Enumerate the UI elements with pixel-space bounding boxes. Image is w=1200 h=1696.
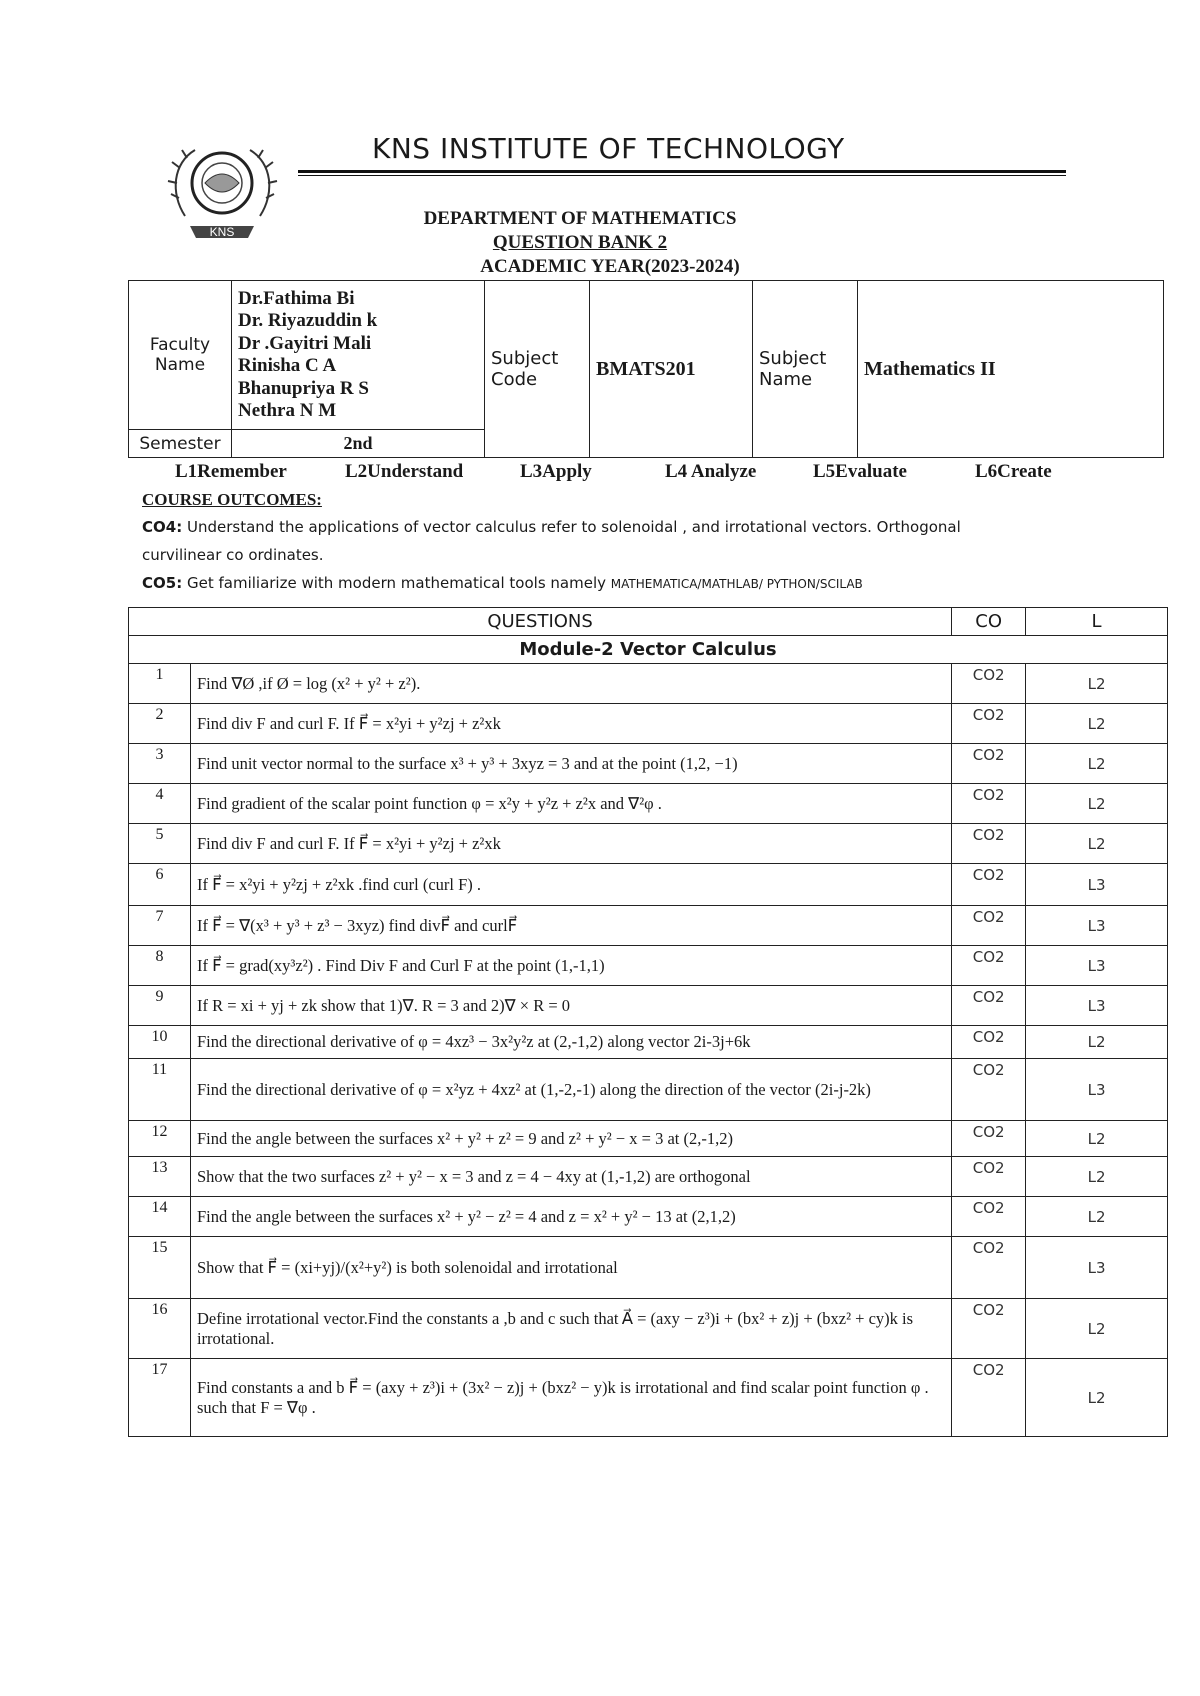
questions-table: [128, 607, 1168, 1437]
faculty-name: Dr. Riyazuddin k: [238, 310, 378, 331]
question-level: L2: [1026, 744, 1168, 784]
question-co: CO2: [952, 864, 1026, 906]
question-text: Find the directional derivative of φ = x²yz + 4xz² at (1,-2,-1) along the direction of the vector (2i-j-2k): [190, 1059, 951, 1121]
question-number: 4: [129, 784, 191, 824]
question-co: CO2: [952, 824, 1026, 864]
level-l6: L6Create: [975, 461, 1052, 482]
co4-label: CO4:: [142, 518, 183, 536]
question-row: [129, 664, 1168, 704]
question-number: 3: [129, 744, 191, 784]
question-number: 15: [129, 1237, 191, 1299]
question-text: Show that F⃗ = (xi+yj)/(x²+y²) is both solenoidal and irrotational: [190, 1237, 951, 1299]
level-l2: L2Understand: [345, 461, 464, 482]
level-l5: L5Evaluate: [813, 461, 907, 482]
faculty-name: Bhanupriya R S: [238, 377, 369, 399]
question-bank-title: QUESTION BANK 2: [492, 232, 668, 253]
question-row: [129, 864, 1168, 906]
question-level: L2: [1026, 1121, 1168, 1157]
question-level: L2: [1026, 664, 1168, 704]
faculty-name: Nethra N M: [238, 400, 337, 421]
question-level: L3: [1026, 1059, 1168, 1121]
question-text: Show that the two surfaces z² + y² − x = 3 and z = 4 − 4xy at (1,-1,2) are orthogonal: [190, 1157, 951, 1197]
level-l1: L1Remember: [175, 461, 287, 482]
co5-line: [142, 574, 863, 592]
question-level: L3: [1026, 864, 1168, 906]
question-row: [129, 1121, 1168, 1157]
level-l4: L4 Analyze: [665, 461, 757, 482]
question-text: Find the angle between the surfaces x² + y² + z² = 9 and z² + y² − x = 3 at (2,-1,2): [190, 1121, 951, 1157]
question-text: Find div F and curl F. If F⃗ = x²yi + y²zj + z²xk: [190, 824, 951, 864]
subject-code-label: Subject Code: [485, 281, 590, 458]
questions-header: QUESTIONS: [129, 608, 952, 636]
question-row: [129, 744, 1168, 784]
question-number: 5: [129, 824, 191, 864]
question-level: L3: [1026, 1237, 1168, 1299]
co4-text-continued: curvilinear co ordinates.: [142, 546, 324, 564]
question-co: CO2: [952, 946, 1026, 986]
co5-tools: MATHEMATICA/MATHLAB/ PYTHON/SCILAB: [610, 577, 863, 591]
faculty-name: Dr.Fathima Bi: [238, 287, 355, 309]
institute-logo: [165, 138, 280, 248]
question-row: [129, 986, 1168, 1026]
question-text: If F⃗ = x²yi + y²zj + z²xk .find curl (curl F) .: [190, 864, 951, 906]
question-co: CO2: [952, 704, 1026, 744]
question-text: Find div F and curl F. If F⃗ = x²yi + y²zj + z²xk: [190, 704, 951, 744]
question-text: Find unit vector normal to the surface x³ + y³ + 3xyz = 3 and at the point (1,2, −1): [190, 744, 951, 784]
question-co: CO2: [952, 664, 1026, 704]
question-text: Find the angle between the surfaces x² + y² − z² = 4 and z = x² + y² − 13 at (2,1,2): [190, 1197, 951, 1237]
subject-name-label: Subject Name: [753, 281, 858, 458]
question-level: L2: [1026, 1026, 1168, 1059]
faculty-name: Rinisha C A: [238, 355, 337, 376]
question-co: CO2: [952, 1197, 1026, 1237]
faculty-label: Faculty Name: [129, 281, 232, 430]
course-info-table: [128, 280, 1164, 458]
question-row: [129, 1197, 1168, 1237]
question-row: [129, 946, 1168, 986]
question-level: L2: [1026, 784, 1168, 824]
bloom-levels: [175, 461, 1075, 487]
question-number: 17: [129, 1359, 191, 1437]
question-co: CO2: [952, 1237, 1026, 1299]
question-row: [129, 784, 1168, 824]
question-number: 13: [129, 1157, 191, 1197]
question-co: CO2: [952, 1121, 1026, 1157]
question-number: 10: [129, 1026, 191, 1059]
institute-name: KNS INSTITUTE OF TECHNOLOGY: [372, 132, 845, 165]
question-row: [129, 704, 1168, 744]
header-rule: [298, 170, 1066, 173]
question-text: If R = xi + yj + zk show that 1)∇. R = 3 and 2)∇ × R = 0: [190, 986, 951, 1026]
question-row: [129, 1359, 1168, 1437]
question-row: [129, 1299, 1168, 1359]
co5-label: CO5:: [142, 574, 183, 592]
question-number: 9: [129, 986, 191, 1026]
question-text: If F⃗ = grad(xy³z²) . Find Div F and Curl F at the point (1,-1,1): [190, 946, 951, 986]
co5-text: Get familiarize with modern mathematical tools namely: [186, 574, 606, 592]
question-level: L2: [1026, 824, 1168, 864]
question-number: 8: [129, 946, 191, 986]
subject-code: BMATS201: [590, 281, 753, 458]
question-level: L2: [1026, 1197, 1168, 1237]
question-row: [129, 906, 1168, 946]
question-number: 16: [129, 1299, 191, 1359]
semester-label: Semester: [129, 430, 232, 458]
module-title: Module-2 Vector Calculus: [129, 636, 1168, 664]
question-row: [129, 1237, 1168, 1299]
semester-value: 2nd: [232, 430, 485, 458]
question-row: [129, 1026, 1168, 1059]
question-number: 1: [129, 664, 191, 704]
question-text: If F⃗ = ∇(x³ + y³ + z³ − 3xyz) find divF⃗ and curlF⃗: [190, 906, 951, 946]
question-text: Find gradient of the scalar point function φ = x²y + y²z + z²x and ∇²φ .: [190, 784, 951, 824]
question-level: L2: [1026, 1359, 1168, 1437]
department-title: DEPARTMENT OF MATHEMATICS: [423, 208, 737, 229]
question-number: 11: [129, 1059, 191, 1121]
question-row: [129, 1157, 1168, 1197]
logo-text: KNS: [209, 225, 235, 239]
header-rule-thin: [298, 175, 1066, 176]
question-level: L2: [1026, 704, 1168, 744]
question-co: CO2: [952, 906, 1026, 946]
question-text: Find ∇Ø ,if Ø = log (x² + y² + z²).: [190, 664, 951, 704]
question-co: CO2: [952, 784, 1026, 824]
faculty-names: [232, 281, 485, 430]
academic-year: ACADEMIC YEAR(2023-2024): [480, 256, 740, 277]
question-row: [129, 1059, 1168, 1121]
question-number: 12: [129, 1121, 191, 1157]
question-co: CO2: [952, 744, 1026, 784]
question-level: L3: [1026, 946, 1168, 986]
question-level: L2: [1026, 1157, 1168, 1197]
question-co: CO2: [952, 986, 1026, 1026]
question-co: CO2: [952, 1059, 1026, 1121]
question-level: L3: [1026, 906, 1168, 946]
question-number: 14: [129, 1197, 191, 1237]
question-level: L2: [1026, 1299, 1168, 1359]
question-level: L3: [1026, 986, 1168, 1026]
question-text: Find constants a and b F⃗ = (axy + z³)i + (3x² − z)j + (bxz² − y)k is irrotational and find scalar point function φ . such that F = ∇φ .: [190, 1359, 951, 1437]
question-number: 2: [129, 704, 191, 744]
question-co: CO2: [952, 1299, 1026, 1359]
question-row: [129, 824, 1168, 864]
level-header: L: [1026, 608, 1168, 636]
faculty-name: Dr .Gayitri Mali: [238, 332, 372, 354]
question-text: Find the directional derivative of φ = 4xz³ − 3x²y²z at (2,-1,2) along vector 2i-3j+6k: [190, 1026, 951, 1059]
subject-name: Mathematics II: [858, 281, 1164, 458]
question-co: CO2: [952, 1026, 1026, 1059]
course-outcomes-heading: COURSE OUTCOMES:: [142, 490, 322, 509]
question-rows: [129, 664, 1168, 1437]
question-number: 7: [129, 906, 191, 946]
question-number: 6: [129, 864, 191, 906]
question-co: CO2: [952, 1359, 1026, 1437]
co4-line: [142, 518, 961, 536]
question-co: CO2: [952, 1157, 1026, 1197]
co-header: CO: [952, 608, 1026, 636]
level-l3: L3Apply: [520, 461, 592, 482]
question-text: Define irrotational vector.Find the constants a ,b and c such that A⃗ = (axy − z³)i + (bx² + z)j + (bxz² + cy)k is irrotational.: [190, 1299, 951, 1359]
co4-text: Understand the applications of vector calculus refer to solenoidal , and irrotational vectors. Orthogonal: [186, 518, 961, 536]
